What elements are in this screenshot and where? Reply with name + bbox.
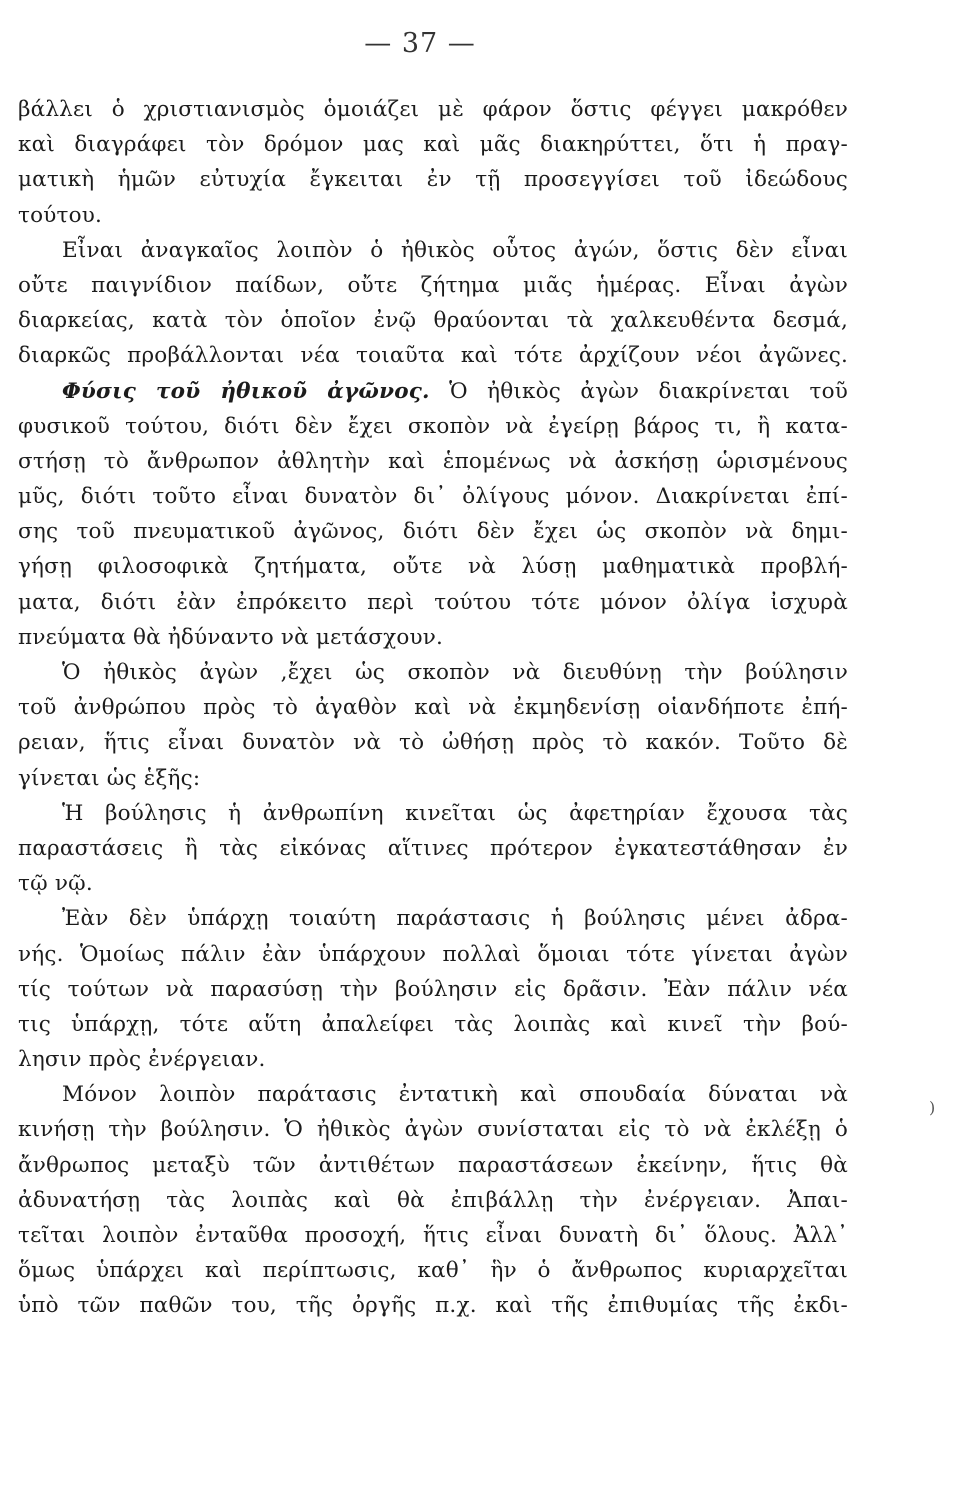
line-text: τούτου.: [18, 202, 103, 228]
line-text: ἀδυνατήσῃ τὰς λοιπὰς καὶ θὰ ἐπιβάλλῃ τὴν ἐνέργειαν. Ἀπαι-: [18, 1187, 848, 1213]
text-line: [18, 725, 848, 760]
body-text: [18, 92, 848, 1324]
text-line: [18, 549, 848, 584]
text-line: [18, 198, 848, 233]
line-text: ὑπὸ τῶν παθῶν του, τῆς ὀργῆς π.χ. καὶ τῆς ἐπιθυμίας τῆς ἐκδι-: [18, 1293, 848, 1319]
text-line: [18, 761, 848, 796]
line-text: τις ὑπάρχῃ, τότε αὕτη ἀπαλείφει τὰς λοιπὰς καὶ κινεῖ τὴν βού-: [18, 1011, 848, 1037]
text-line: [18, 1042, 848, 1077]
line-text: πνεύματα θὰ ἠδύναντο νὰ μετάσχουν.: [18, 624, 444, 650]
text-line: [18, 1007, 848, 1042]
line-text: σης τοῦ πνευματικοῦ ἀγῶνος, διότι δὲν ἔχει ὡς σκοπὸν νὰ δημι-: [18, 519, 848, 545]
text-line: [18, 409, 848, 444]
margin-mark: ): [929, 1098, 936, 1117]
text-line: [18, 268, 848, 303]
text-line: [18, 1183, 848, 1218]
text-line: [18, 655, 848, 690]
line-text: τοῦ ἀνθρώπου πρὸς τὸ ἀγαθὸν καὶ νὰ ἐκμηδενίσῃ οἱανδήποτε ἐπή-: [18, 695, 848, 721]
text-line: [18, 972, 848, 1007]
line-text: Εἶναι ἀναγκαῖος λοιπὸν ὁ ἠθικὸς οὗτος ἀγών, ὅστις δὲν εἶναι: [62, 237, 848, 263]
text-line: [18, 1148, 848, 1183]
section-heading: Φύσις τοῦ ἠθικοῦ ἀγῶνος.: [62, 378, 430, 404]
text-line: [18, 1077, 848, 1112]
line-text: γίνεται ὡς ἑξῆς:: [18, 765, 201, 791]
text-line: [18, 796, 848, 831]
line-text: Ἡ βούλησις ἡ ἀνθρωπίνη κινεῖται ὡς ἀφετηρίαν ἔχουσα τὰς: [62, 800, 848, 826]
line-text: Μόνον λοιπὸν παράτασις ἐντατικὴ καὶ σπουδαία δύναται νὰ: [62, 1082, 848, 1108]
text-line: [18, 1112, 848, 1147]
line-text: διαρκείας, κατὰ τὸν ὁποῖον ἐνῷ θραύονται τὰ χαλκευθέντα δεσμά,: [18, 308, 848, 334]
line-text: κινήσῃ τὴν βούλησιν. Ὁ ἠθικὸς ἀγὼν συνίσταται εἰς τὸ νὰ ἐκλέξῃ ὁ: [18, 1117, 848, 1143]
text-line: [18, 514, 848, 549]
text-line: [18, 1288, 848, 1323]
line-text: φυσικοῦ τούτου, διότι δὲν ἔχει σκοπὸν νὰ ἐγείρῃ βάρος τι, ἢ κατα-: [18, 413, 848, 439]
line-text: οὔτε παιγνίδιον παίδων, οὔτε ζήτημα μιᾶς ἡμέρας. Εἶναι ἀγὼν: [18, 272, 848, 298]
line-text: καὶ διαγράφει τὸν δρόμον μας καὶ μᾶς διακηρύττει, ὅτι ἡ πραγ-: [18, 132, 848, 158]
line-text: στήσῃ τὸ ἄνθρωπον ἀθλητὴν καὶ ἑπομένως νὰ ἀσκήσῃ ὡρισμένους: [18, 448, 848, 474]
line-text: τεῖται λοιπὸν ἐνταῦθα προσοχή, ἥτις εἶναι δυνατὴ δι᾽ ὅλους. Ἀλλ᾽: [18, 1223, 848, 1248]
line-text: ὅμως ὑπάρχει καὶ περίπτωσις, καθ᾽ ἣν ὁ ἄνθρωπος κυριαρχεῖται: [18, 1258, 848, 1284]
text-line: [18, 901, 848, 936]
text-line: [18, 374, 848, 409]
line-text: βάλλει ὁ χριστιανισμὸς ὁμοιάζει μὲ φάρον ὅστις φέγγει μακρόθεν: [18, 97, 848, 122]
text-line: [18, 127, 848, 162]
page-number: — 37 —: [364, 28, 476, 59]
text-line: [18, 162, 848, 197]
text-line: [18, 92, 848, 127]
line-text: ματικὴ ἡμῶν εὐτυχία ἔγκειται ἐν τῇ προσεγγίσει τοῦ ἰδεώδους: [18, 167, 848, 193]
line-text: διαρκῶς προβάλλονται νέα τοιαῦτα καὶ τότε ἀρχίζουν νέοι ἀγῶνες.: [18, 343, 848, 369]
text-line: [18, 1218, 848, 1253]
line-text: Ἐὰν δὲν ὑπάρχῃ τοιαύτη παράστασις ἡ βούλησις μένει ἀδρα-: [62, 906, 848, 932]
line-text: Ὁ ἠθικὸς ἀγὼν ,ἔχει ὡς σκοπὸν νὰ διευθύνῃ τὴν βούλησιν: [62, 660, 848, 685]
line-text: Ὁ ἠθικὸς ἀγὼν διακρίνεται τοῦ: [449, 378, 848, 404]
line-text: ρειαν, ἥτις εἶναι δυνατὸν νὰ τὸ ὠθήσῃ πρὸς τὸ κακόν. Τοῦτο δὲ: [18, 730, 848, 756]
line-text: μῦς, διότι τοῦτο εἶναι δυνατὸν δι᾽ ὀλίγους μόνον. Διακρίνεται ἐπί-: [18, 484, 848, 510]
line-text: τῷ νῷ.: [18, 871, 93, 897]
line-text: παραστάσεις ἢ τὰς εἰκόνας αἵτινες πρότερον ἐγκατεστάθησαν ἐν: [18, 835, 848, 861]
text-line: [18, 338, 848, 373]
text-line: [18, 831, 848, 866]
text-line: [18, 937, 848, 972]
line-text: γήσῃ φιλοσοφικὰ ζητήματα, οὔτε νὰ λύσῃ μαθηματικὰ προβλή-: [18, 554, 848, 580]
line-text: τίς τούτων νὰ παρασύσῃ τὴν βούλησιν εἰς δρᾶσιν. Ἐὰν πάλιν νέα: [18, 976, 848, 1002]
text-line: [18, 585, 848, 620]
line-text: ἄνθρωπος μεταξὺ τῶν ἀντιθέτων παραστάσεων ἐκείνην, ἥτις θὰ: [18, 1152, 848, 1178]
text-line: [18, 866, 848, 901]
text-line: [18, 690, 848, 725]
line-text: λησιν πρὸς ἐνέργειαν.: [18, 1047, 266, 1073]
line-text: νής. Ὁμοίως πάλιν ἐὰν ὑπάρχουν πολλαὶ ὅμοιαι τότε γίνεται ἀγὼν: [18, 941, 848, 967]
text-line: [18, 1253, 848, 1288]
text-line: [18, 303, 848, 338]
text-line: [18, 444, 848, 479]
line-text: ματα, διότι ἐὰν ἐπρόκειτο περὶ τούτου τότε μόνον ὀλίγα ἰσχυρὰ: [18, 589, 848, 615]
text-line: [18, 620, 848, 655]
text-line: [18, 233, 848, 268]
text-line: [18, 479, 848, 514]
